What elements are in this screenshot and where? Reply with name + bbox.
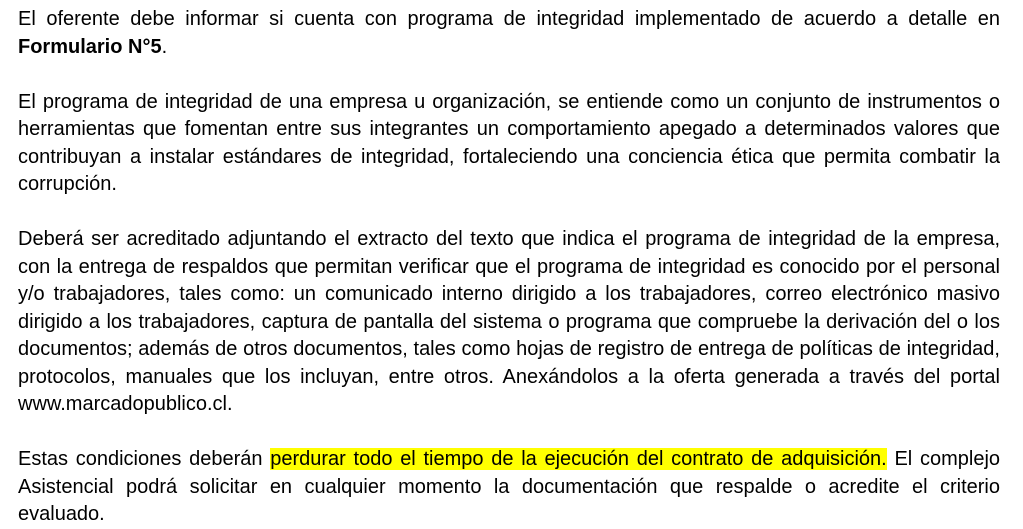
paragraph-accreditation: Deberá ser acreditado adjuntando el extracto del texto que indica el programa de integridad de la empresa, con la entrega de respaldos que permitan verificar que el programa de integridad es conocido por el personal y/o trabajadores, tales como: un comunicado interno dirigido a los trabajadores, correo electrónico masivo dirigido a los trabajadores, captura de pantalla del sistema o programa que compruebe la derivación del o los documentos; además de otros documentos, tales como hojas de registro de entrega de políticas de integridad, protocolos, manuales que los incluyan, entre otros. Anexándolos a la oferta generada a través del portal www.marcadopublico.cl. bbox=[18, 228, 1000, 415]
paragraph-definition: El programa de integridad de una empresa u organización, se entiende como un conjunto de instrumentos o herramientas que fomentan entre sus integrantes un comportamiento apegado a determinados valores que contribuyan a instalar estándares de integridad, fortaleciendo una conciencia ética que permita combatir la corrupción. bbox=[18, 90, 1000, 195]
paragraph-conditions bbox=[18, 446, 1000, 529]
paragraph-text: El oferente debe informar si cuenta con programa de integridad implementado de acuerdo a detalle en bbox=[18, 8, 1000, 30]
document-body bbox=[18, 6, 1000, 529]
paragraph-text-end: . bbox=[161, 35, 168, 58]
form-reference: Formulario N°5 bbox=[18, 35, 162, 58]
paragraph-formulario bbox=[18, 6, 1000, 61]
paragraph-text: Estas condiciones deberán bbox=[18, 448, 271, 470]
paragraph-text-end: El complejo Asistencial podrá solicitar en cualquier momento la documentación que respalde o acredite el criterio evaluado. bbox=[18, 448, 1001, 525]
highlighted-text: perdurar todo el tiempo de la ejecución del contrato de adquisición. bbox=[270, 448, 887, 470]
